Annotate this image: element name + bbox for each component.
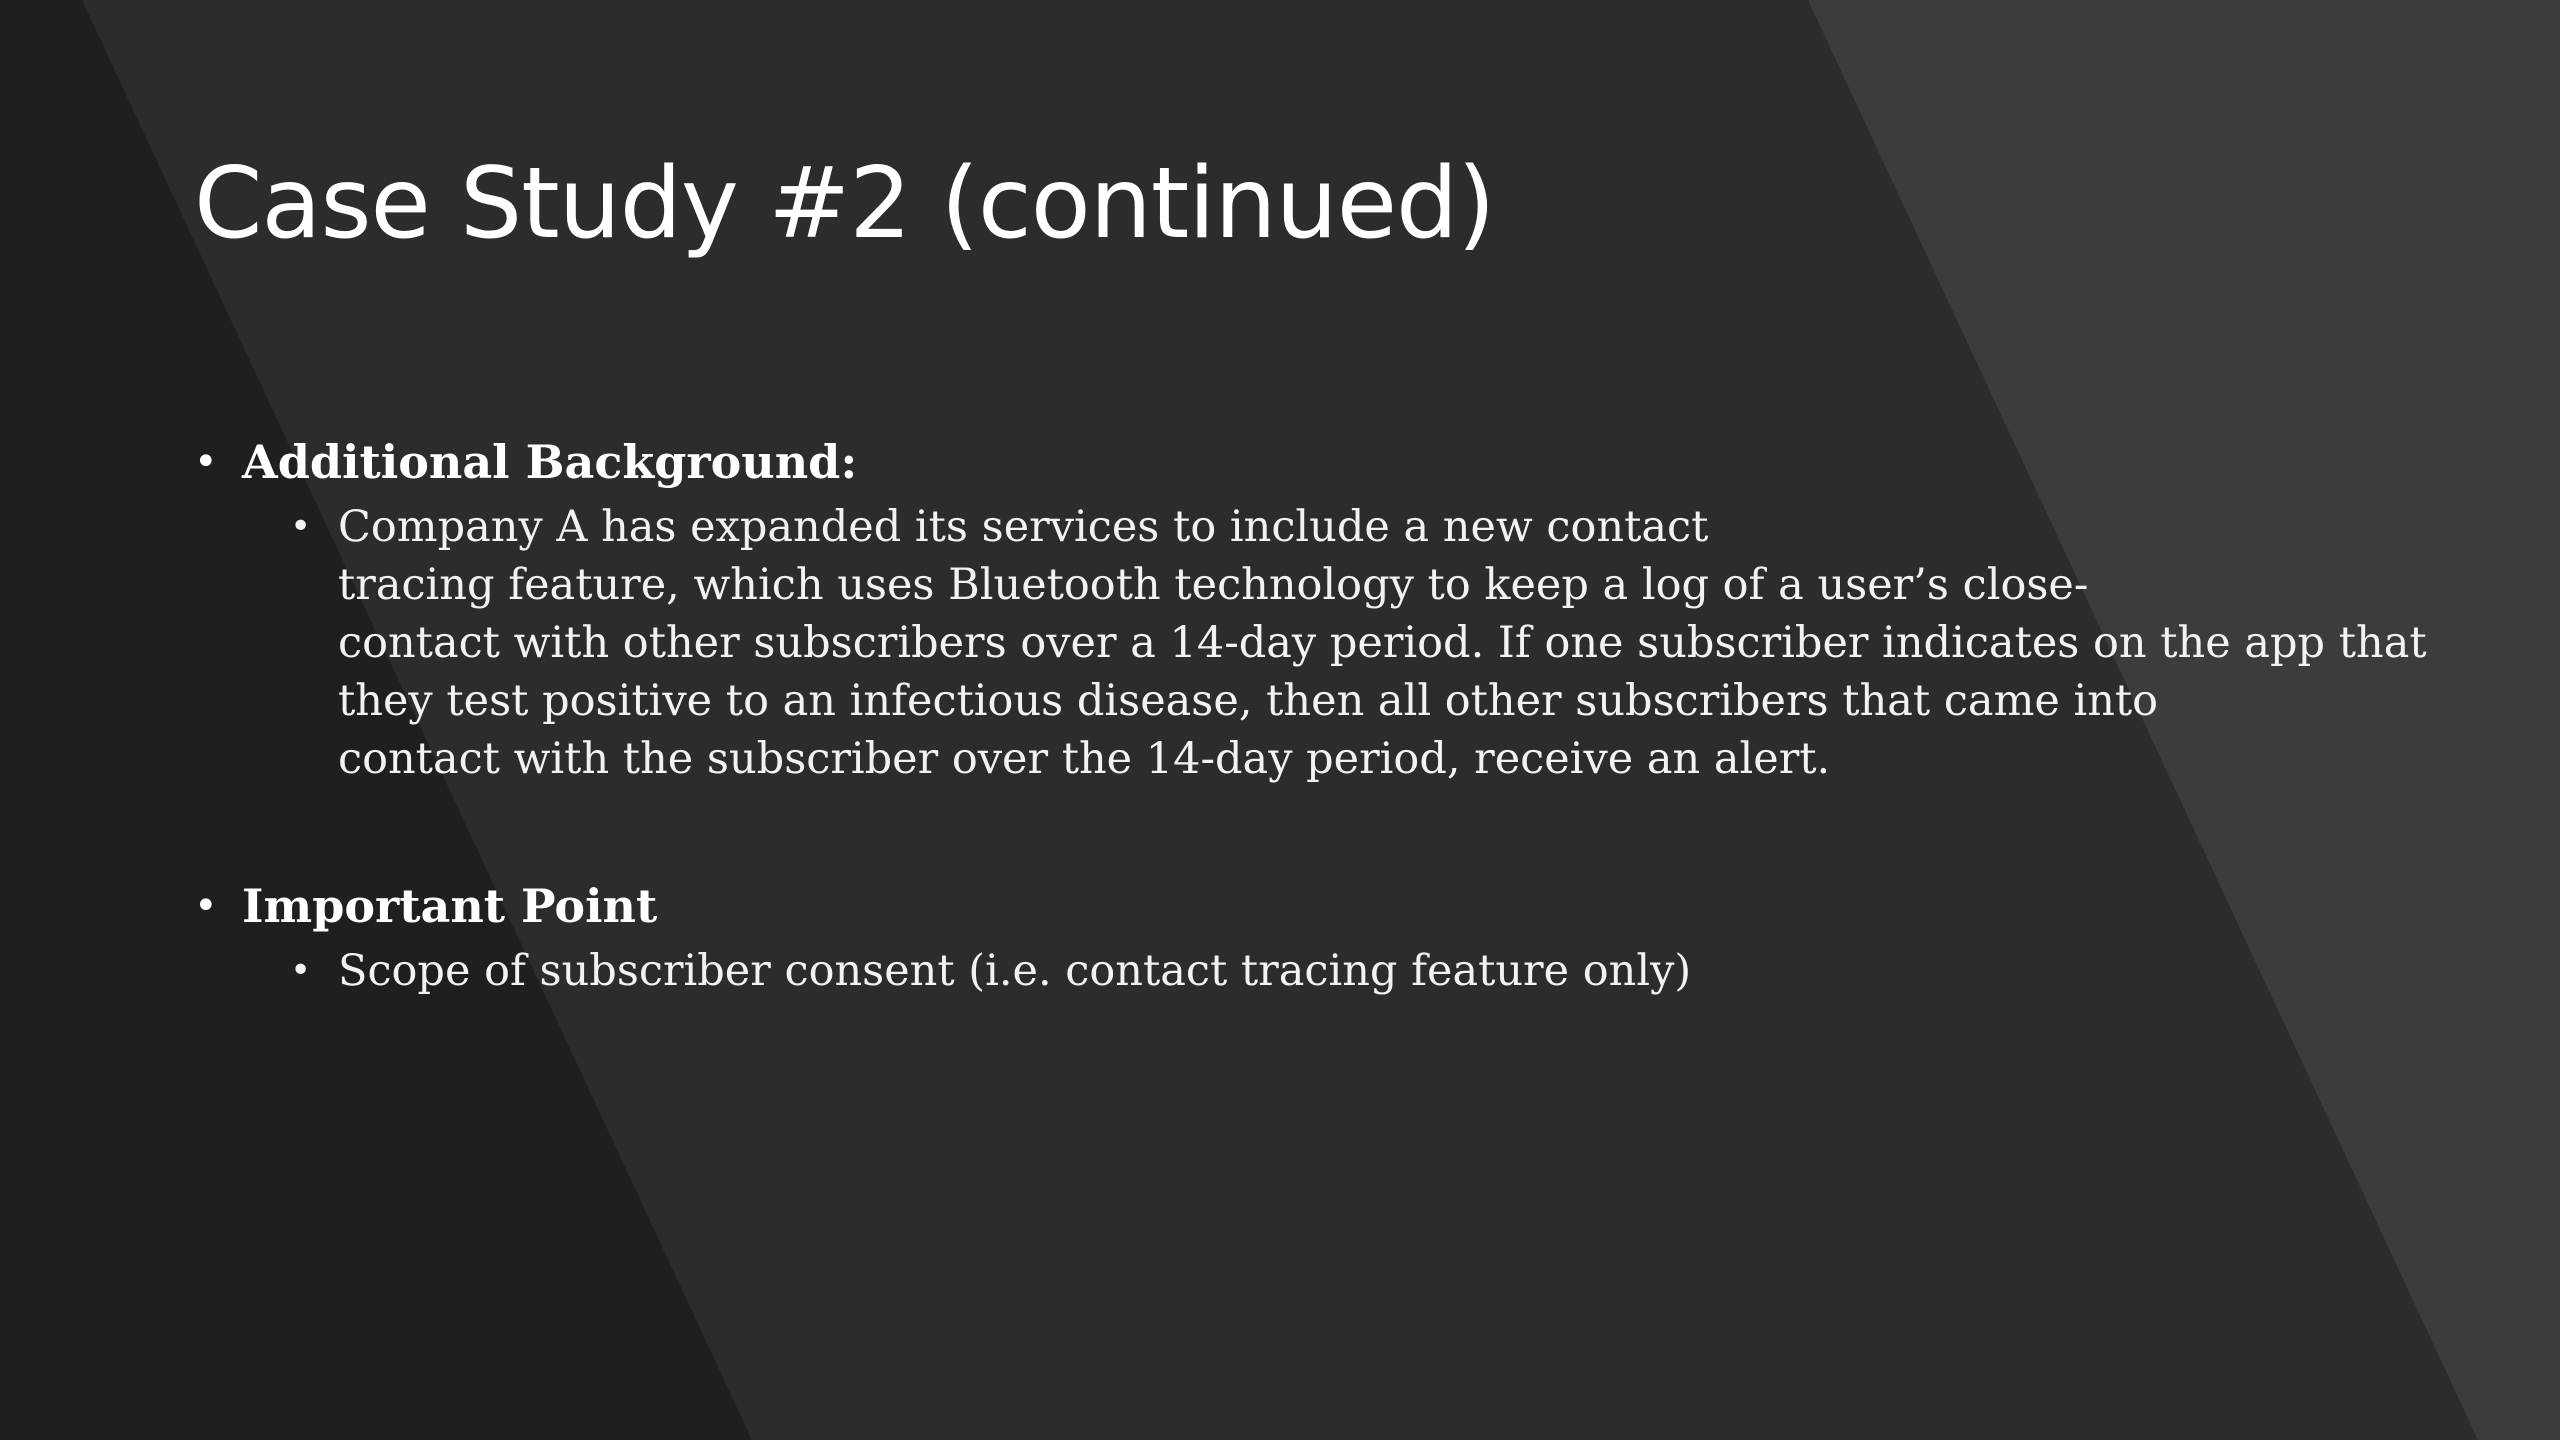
- paragraph-line: contact with other subscribers over a 14-day period. If one subscriber indicates on the app that: [338, 618, 2427, 668]
- sub-bullet-paragraph: [290, 498, 2427, 788]
- paragraph-line: contact with the subscriber over the 14-day period, receive an alert.: [338, 734, 1831, 784]
- section-additional-background: [194, 428, 2354, 496]
- bullet-icon: •: [194, 883, 218, 929]
- section-important-point: [194, 872, 2354, 940]
- bullet-icon: •: [194, 439, 218, 485]
- section-heading: Important Point: [242, 879, 658, 933]
- sub-bullet-paragraph: [290, 942, 2354, 1000]
- section-spacer: [194, 788, 2354, 872]
- paragraph-line: tracing feature, which uses Bluetooth technology to keep a log of a user’s close-: [338, 560, 2089, 610]
- slide-content: [194, 428, 2427, 1000]
- paragraph-line: they test positive to an infectious disease, then all other subscribers that came into: [338, 676, 2159, 726]
- bullet-icon: •: [290, 950, 312, 991]
- bullet-icon: •: [290, 506, 312, 547]
- slide-title: Case Study #2 (continued): [194, 147, 1495, 261]
- paragraph-line: Company A has expanded its services to include a new contact: [338, 502, 1709, 552]
- paragraph-line: Scope of subscriber consent (i.e. contact tracing feature only): [338, 946, 1692, 996]
- section-heading: Additional Background:: [242, 435, 858, 489]
